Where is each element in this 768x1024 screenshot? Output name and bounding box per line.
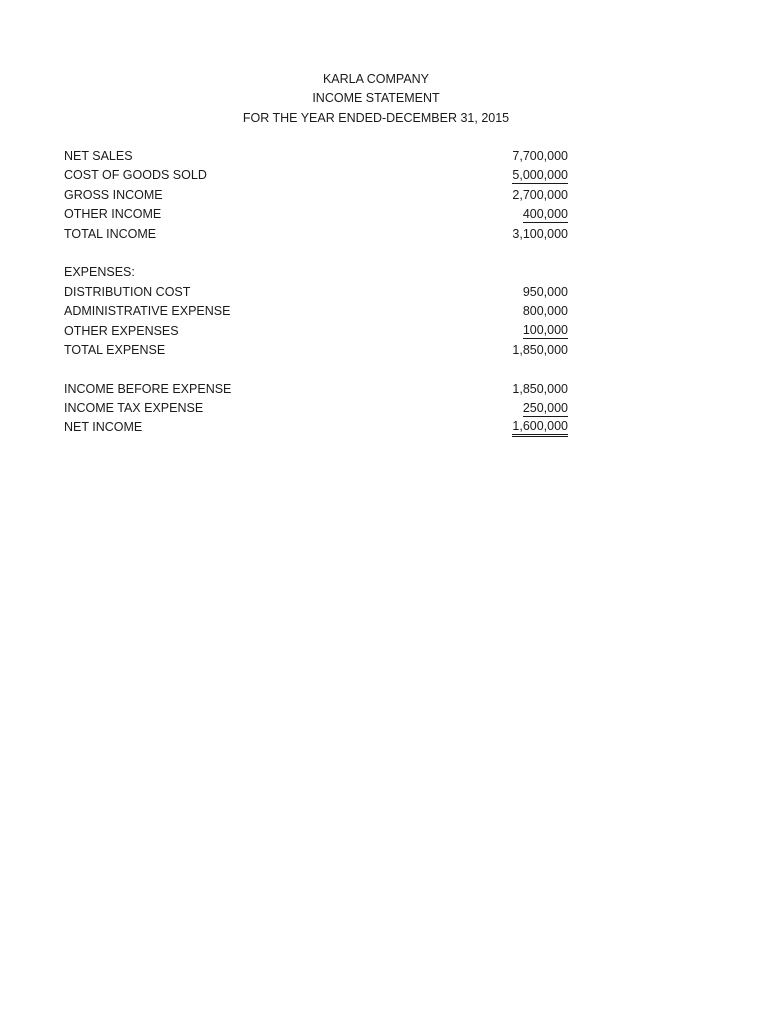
row-total-income bbox=[64, 225, 568, 244]
income-tax-expense-amount: 250,000 bbox=[522, 400, 568, 415]
net-sales-label: NET SALES bbox=[64, 149, 133, 163]
row-net-sales bbox=[64, 147, 568, 166]
net-income-section bbox=[64, 380, 568, 438]
row-gross-income bbox=[64, 186, 568, 205]
other-expenses-amount: 100,000 bbox=[522, 323, 568, 338]
row-expenses-heading bbox=[64, 263, 568, 282]
row-other-expenses bbox=[64, 322, 568, 341]
total-expense-amount: 1,850,000 bbox=[512, 343, 568, 358]
net-income-amount: 1,600,000 bbox=[512, 419, 568, 437]
statement-header bbox=[0, 70, 752, 128]
income-before-expense-amount: 1,850,000 bbox=[512, 381, 568, 396]
row-distribution-cost bbox=[64, 283, 568, 302]
income-before-expense-label: INCOME BEFORE EXPENSE bbox=[64, 381, 232, 396]
row-total-expense bbox=[64, 341, 568, 360]
income-section bbox=[64, 147, 568, 244]
statement-title: INCOME STATEMENT bbox=[312, 91, 440, 106]
other-expenses-label: OTHER EXPENSES bbox=[64, 323, 179, 338]
expenses-heading: EXPENSES: bbox=[64, 265, 135, 280]
row-administrative-expense bbox=[64, 302, 568, 321]
income-tax-expense-label: INCOME TAX EXPENSE bbox=[64, 401, 204, 416]
total-income-label: TOTAL INCOME bbox=[64, 226, 157, 241]
total-income-amount: 3,100,000 bbox=[512, 226, 568, 241]
expenses-section bbox=[64, 263, 568, 360]
row-income-tax-expense bbox=[64, 399, 568, 418]
total-expense-label: TOTAL EXPENSE bbox=[64, 342, 166, 357]
other-income-amount: 400,000 bbox=[522, 206, 568, 221]
administrative-expense-label: ADMINISTRATIVE EXPENSE bbox=[64, 304, 231, 319]
row-other-income bbox=[64, 205, 568, 224]
row-income-before-expense bbox=[64, 380, 568, 399]
distribution-cost-label: DISTRIBUTION COST bbox=[64, 284, 191, 299]
net-income-label: NET INCOME bbox=[64, 420, 143, 435]
net-sales-amount: 7,700,000 bbox=[512, 149, 568, 164]
other-income-label: OTHER INCOME bbox=[64, 207, 162, 222]
company-name: KARLA COMPANY bbox=[322, 72, 430, 86]
cost-of-goods-sold-amount: 5,000,000 bbox=[512, 168, 568, 183]
row-net-income bbox=[64, 418, 568, 437]
cost-of-goods-sold-label: COST OF GOODS SOLD bbox=[64, 168, 207, 183]
distribution-cost-amount: 950,000 bbox=[522, 284, 568, 299]
statement-period: FOR THE YEAR ENDED-DECEMBER 31, 2015 bbox=[242, 110, 510, 125]
row-cost-of-goods-sold bbox=[64, 166, 568, 185]
administrative-expense-amount: 800,000 bbox=[522, 304, 568, 319]
income-statement-body bbox=[64, 147, 568, 438]
gross-income-amount: 2,700,000 bbox=[512, 187, 568, 202]
gross-income-label: GROSS INCOME bbox=[64, 187, 163, 202]
